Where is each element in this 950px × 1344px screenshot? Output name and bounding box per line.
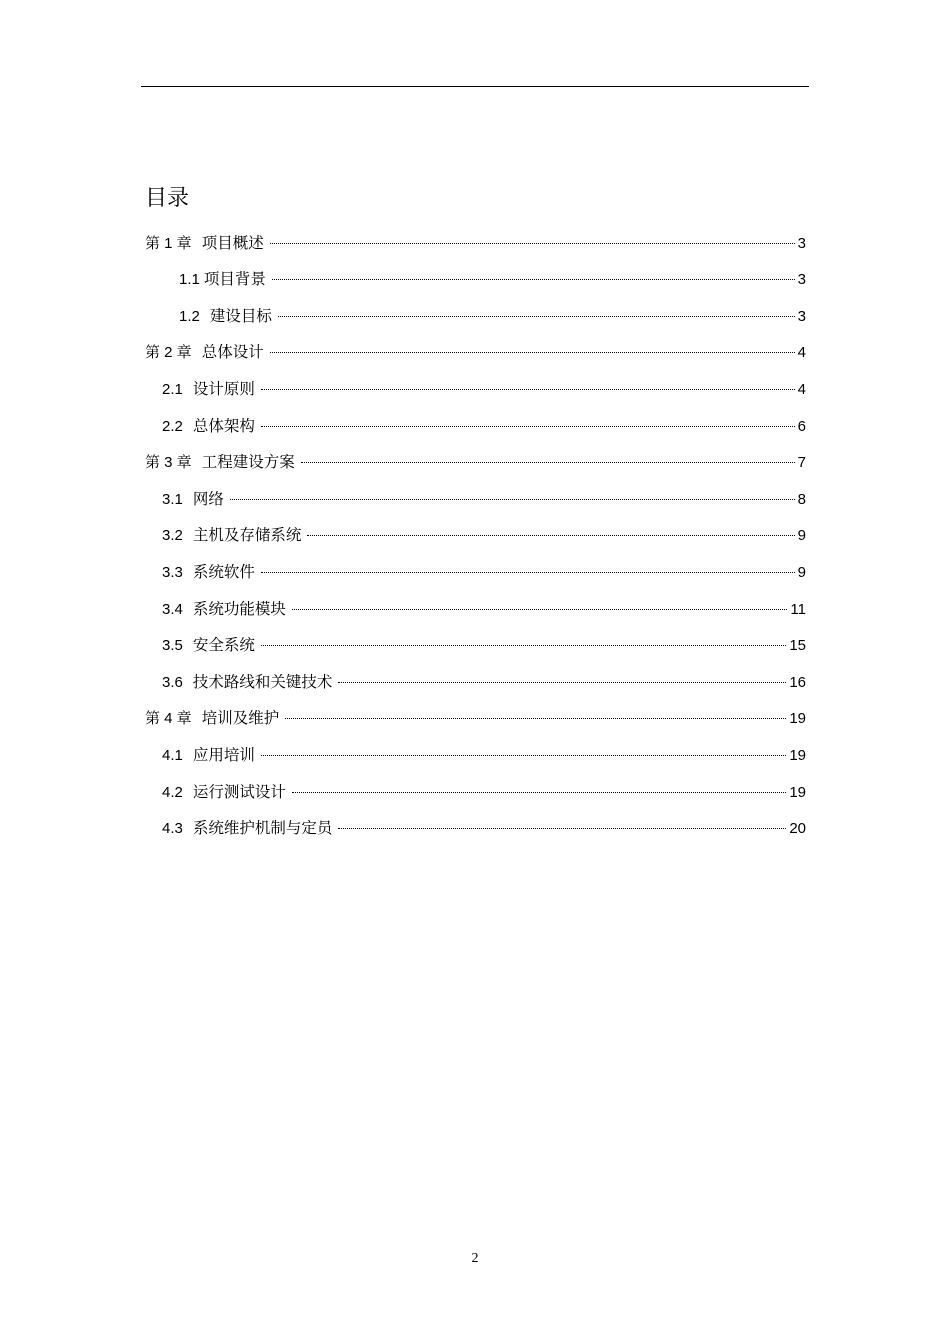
toc-entry-title: 系统功能模块 [192,600,286,618]
toc-entry-number: 3.6 [162,674,183,691]
toc-entry-number: 3.4 [162,601,183,618]
toc-entry-4-3[interactable] [162,815,806,841]
toc-leader-dots [261,572,795,573]
toc-entry-page: 7 [797,454,806,471]
toc-entry-page: 15 [789,637,806,654]
toc-entry-title: 总体设计 [201,343,264,361]
toc-entry-number: 4.3 [162,820,183,837]
toc-leader-dots [292,792,786,793]
toc-entry-page: 19 [789,784,806,801]
toc-leader-dots [278,316,795,317]
toc-entry-title: 应用培训 [192,746,255,764]
toc-entry-title: 运行测试设计 [192,783,286,801]
toc-title: 目录 [145,186,190,211]
toc-leader-dots [230,499,795,500]
toc-entry-number: 3.5 [162,637,183,654]
toc-entry-number: 第 4 章 [145,710,192,727]
toc-leader-dots [261,426,795,427]
toc-entry-2-1[interactable] [162,376,806,402]
toc-entry-chapter-1[interactable] [145,230,806,256]
toc-entry-number: 3.2 [162,527,183,544]
toc-entry-3-1[interactable] [162,486,806,512]
toc-entry-3-6[interactable] [162,669,806,695]
toc-leader-dots [272,279,795,280]
toc-leader-dots [285,718,786,719]
toc-entry-chapter-4[interactable] [145,705,806,731]
toc-leader-dots [270,352,795,353]
toc-leader-dots [261,755,786,756]
toc-leader-dots [301,462,795,463]
toc-entry-number: 2.1 [162,381,183,398]
toc-entry-title: 工程建设方案 [201,453,295,471]
toc-entry-number: 第 3 章 [145,454,192,471]
toc-leader-dots [261,389,795,390]
toc-leader-dots [292,609,788,610]
toc-entry-page: 4 [797,381,806,398]
toc-entry-title: 项目背景 [203,270,266,288]
toc-entry-title: 网络 [192,490,224,508]
toc-entry-number: 4.2 [162,784,183,801]
toc-entry-number: 3.1 [162,491,183,508]
toc-entry-title: 技术路线和关键技术 [192,673,333,691]
toc-entry-title: 建设目标 [209,307,272,325]
toc-entry-1-1[interactable] [179,266,806,292]
toc-entry-number: 1.1 [179,271,200,288]
toc-entry-title: 培训及维护 [201,709,280,727]
toc-entry-3-2[interactable] [162,522,806,548]
toc-entry-title: 主机及存储系统 [192,526,302,544]
toc-entry-3-3[interactable] [162,559,806,585]
toc-entry-title: 设计原则 [192,380,255,398]
toc-entry-title: 系统软件 [192,563,255,581]
toc-entry-number: 3.3 [162,564,183,581]
toc-entry-4-1[interactable] [162,742,806,768]
toc-entry-4-2[interactable] [162,779,806,805]
page-number: 2 [471,1251,479,1266]
toc-entry-page: 3 [797,308,806,325]
toc-entry-page: 20 [789,820,806,837]
toc-leader-dots [270,243,795,244]
toc-entry-page: 19 [789,747,806,764]
toc-entry-page: 9 [797,564,806,581]
toc-entry-page: 3 [797,235,806,252]
toc-entry-3-5[interactable] [162,632,806,658]
toc-entry-number: 第 2 章 [145,344,192,361]
toc-entry-chapter-3[interactable] [145,449,806,475]
toc-entry-title: 总体架构 [192,417,255,435]
toc-entry-page: 3 [797,271,806,288]
toc-entry-chapter-2[interactable] [145,339,806,365]
toc-entry-page: 16 [789,674,806,691]
toc-entry-page: 8 [797,491,806,508]
toc-leader-dots [338,828,786,829]
toc-entry-2-2[interactable] [162,413,806,439]
toc-entry-title: 项目概述 [201,234,264,252]
toc-leader-dots [307,535,794,536]
toc-entry-page: 11 [790,601,806,618]
toc-entry-number: 1.2 [179,308,200,325]
toc-entry-page: 9 [797,527,806,544]
toc-entry-page: 6 [797,418,806,435]
toc-entry-3-4[interactable] [162,596,806,622]
toc-entry-number: 第 1 章 [145,235,192,252]
toc-entry-1-2[interactable] [179,303,806,329]
toc-leader-dots [261,645,786,646]
toc-leader-dots [338,682,786,683]
toc-entry-number: 4.1 [162,747,183,764]
toc-entry-number: 2.2 [162,418,183,435]
toc-entry-title: 安全系统 [192,636,255,654]
toc-entry-title: 系统维护机制与定员 [192,819,333,837]
toc-entry-page: 4 [797,344,806,361]
toc-entry-page: 19 [789,710,806,727]
